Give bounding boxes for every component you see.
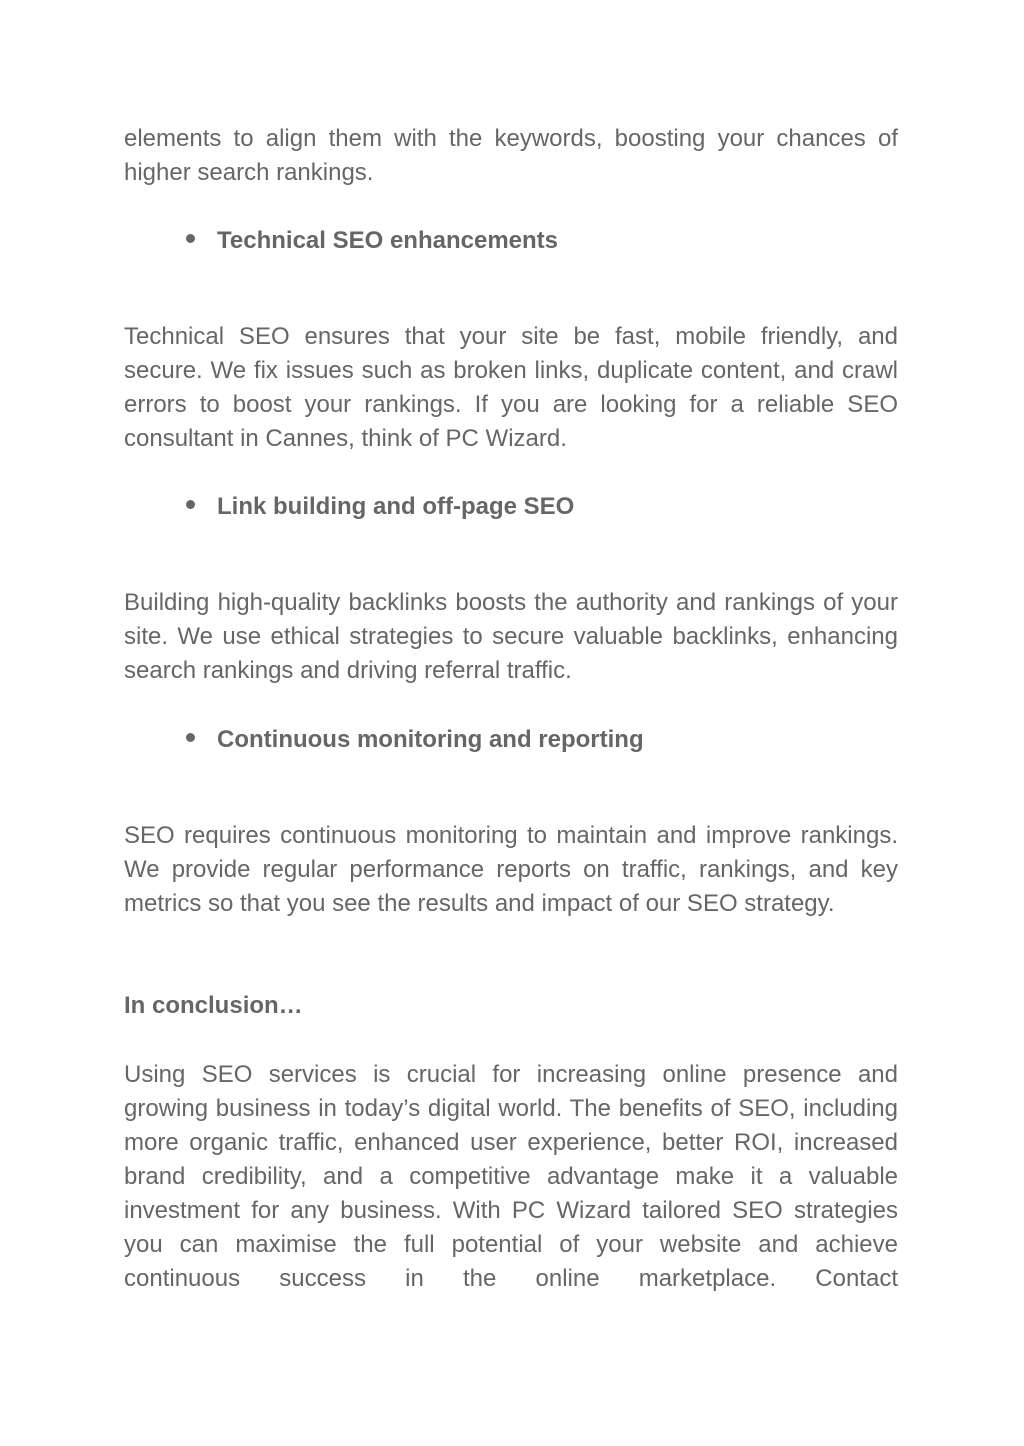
bullet-icon: [186, 733, 195, 742]
bullet-label: Technical SEO enhancements: [217, 227, 559, 254]
bullet-label: Link building and off-page SEO: [217, 493, 575, 520]
bullet-icon: [186, 500, 195, 509]
paragraph-conclusion: Using SEO services is crucial for increasing online presence and growing business in today’s digital world. The benefits of SEO, including more organic traffic, enhanced user experience, better ROI, increased brand credibility, and a competitive advantage make it a valuable investment for any business. With PC Wizard tailored SEO strategies you can maximise the full potential of your website and achieve continuous success in the online marketplace. Contact: [124, 1061, 898, 1292]
bullet-label: Continuous monitoring and reporting: [217, 726, 644, 753]
paragraph-link-building: Building high-quality backlinks boosts the authority and rankings of your site. We use ethical strategies to secure valuable backlinks, enhancing search rankings and driving referral traffic.: [124, 589, 898, 684]
heading-conclusion: In conclusion…: [124, 992, 303, 1019]
bullet-icon: [186, 234, 195, 243]
bullet-link-building: [186, 490, 574, 524]
paragraph-monitoring: SEO requires continuous monitoring to maintain and improve rankings. We provide regular performance reports on traffic, rankings, and key metrics so that you see the results and impact of our SEO strategy.: [124, 822, 898, 917]
paragraph-technical-seo: Technical SEO ensures that your site be fast, mobile friendly, and secure. We fix issues such as broken links, duplicate content, and crawl errors to boost your rankings. If you are looking for a reliable SEO consultant in Cannes, think of PC Wizard.: [124, 323, 898, 452]
paragraph-intro-continued: elements to align them with the keywords, boosting your chances of higher search rankings.: [124, 125, 898, 186]
bullet-technical-seo: [186, 224, 558, 258]
bullet-monitoring: [186, 723, 644, 757]
